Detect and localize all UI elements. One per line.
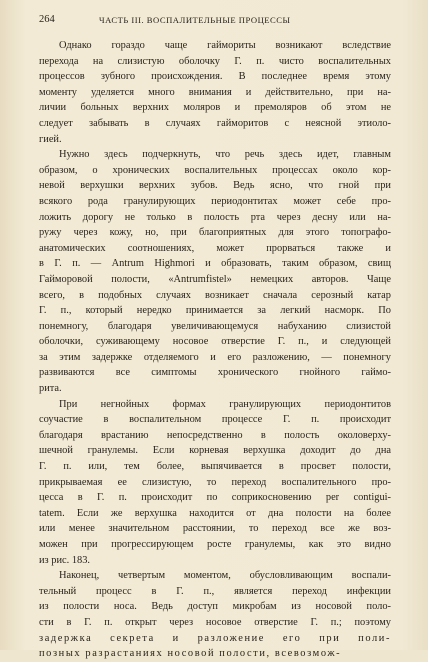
paragraph	[39, 397, 391, 569]
text-line: позных разрастаниях носовой полости, всевозмож-	[39, 648, 342, 660]
body-text	[39, 38, 391, 662]
paragraph	[39, 568, 391, 662]
text-line: цесса в Г. п. происходит по соприкосновению per contigui-	[39, 492, 391, 504]
text-line: образом, о хронических воспалительных процессах около кор-	[39, 164, 391, 176]
text-line: личии больных верхних моляров и премоляров об этом не	[39, 102, 391, 114]
text-line: гией.	[39, 133, 62, 145]
text-line: Г. п., который нередко принимается за легкий насморк. По	[39, 305, 391, 317]
text-line: понемногу, благодаря увеличивающемуся набуханию слизистой	[39, 320, 391, 332]
text-line: из рис. 183.	[39, 554, 91, 566]
text-line: всякого рода гранулирующих периодонтитах может себе про-	[39, 195, 391, 207]
text-line: процессов зубного происхождения. В последнее время этому	[39, 71, 391, 83]
text-line: всего, в подобных случаях возникает сначала серозный катар	[39, 289, 391, 301]
text-line: прикрываемая ее слизистую, то переход воспалительного про-	[39, 476, 391, 488]
text-line: ложить дорогу не только в полость рта через десну или на-	[39, 211, 391, 223]
text-line: соучастие в воспалительном процессе Г. п. происходит	[39, 414, 391, 426]
text-line: Г. п. или, тем более, выпячивается в просвет полости,	[39, 461, 391, 473]
text-line: перехода на слизистую оболочку Г. п. чисто воспалительных	[39, 55, 391, 67]
text-line: можен при прогрессирующем росте гранулемы, как это видно	[39, 539, 391, 550]
text-line: моменту уделяется много внимания и действительно, при на-	[39, 86, 391, 98]
text-line: задержка секрета и разложение его при поли-	[39, 632, 391, 644]
text-line: tatem. Если же верхушка находится от дна полости на более	[39, 507, 391, 519]
text-line: благодаря врастанию непосредственно в полость околоверху-	[39, 429, 391, 441]
text-line: тельный процесс в Г. п., является переход инфекции	[39, 585, 391, 597]
text-line: развиваются все симптомы хронического гнойного гаймо-	[39, 367, 391, 379]
text-line: Однако гораздо чаще гаймориты возникают вследствие	[59, 40, 391, 51]
paragraph	[39, 147, 391, 397]
running-title: ЧАСТЬ III. ВОСПАЛИТЕЛЬНЫЕ ПРОЦЕССЫ	[99, 15, 291, 25]
text-line: шечной гранулемы. Если корневая верхушка доходит до дна	[39, 445, 391, 457]
text-line: следует забывать в случаях гайморитов с неясной этиоло-	[39, 117, 391, 129]
text-line: за этим задержке отделяемого и его разложению, — понемногу	[39, 351, 391, 363]
text-line: Наконец, четвертым моментом, обусловливающим воспали-	[59, 570, 391, 582]
text-line: невой верхушки верхних зубов. Ведь ясно, что гной при	[39, 180, 391, 192]
text-line: сти в Г. п. открыт через носовое отверстие Г. п.; поэтому	[39, 616, 391, 628]
text-line: или менее значительном расстоянии, то переход все же воз-	[39, 523, 391, 535]
page-header	[39, 14, 389, 28]
text-line: Гайморовой полости, «Antrumfistel» немецких авторов. Чаще	[39, 273, 391, 285]
text-line: рита.	[39, 383, 62, 395]
page-number: 264	[39, 14, 55, 25]
text-line: в Г. п. — Antrum Highmori и образовать, таким образом, свищ	[39, 258, 391, 270]
paragraph	[39, 38, 391, 147]
text-line: ружу через кожу, но, при благоприятных для этого топографо-	[39, 227, 391, 239]
text-line: Нужно здесь подчеркнуть, что речь здесь идет, главным	[59, 149, 391, 161]
text-line: из полости носа. Ведь доступ микробам из носовой поло-	[39, 601, 391, 613]
text-line: анатомических соотношениях, может прорваться также и	[39, 242, 391, 254]
text-line: При негнойных формах гранулирующих периодонтитов	[59, 398, 391, 410]
text-line: оболочки, суживающему носовое отверстие Г. п., и следующей	[39, 336, 391, 348]
